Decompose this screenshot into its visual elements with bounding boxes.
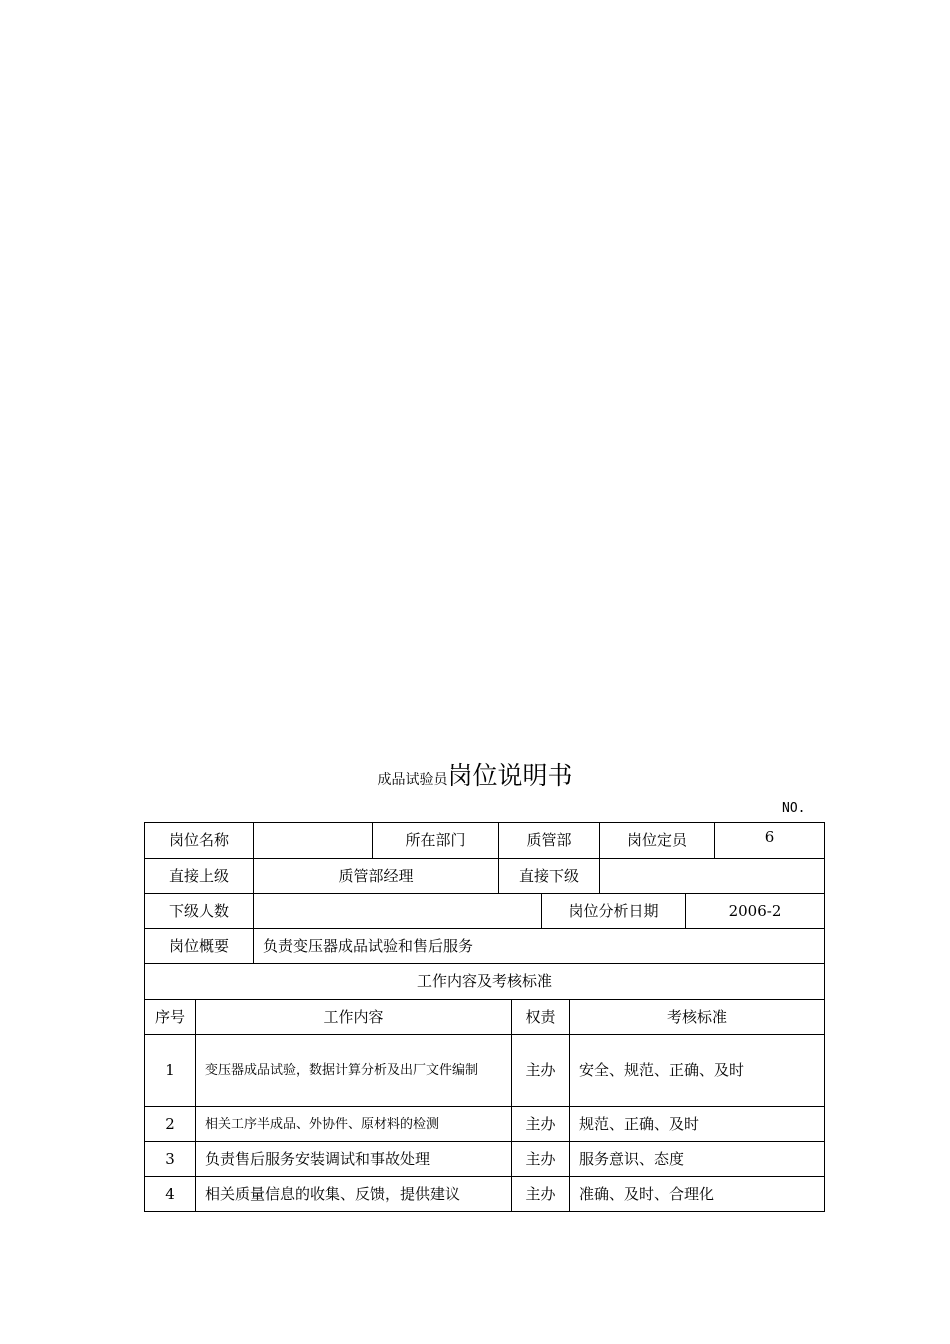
task-1-content: 变压器成品试验，数据计算分析及出厂文件编制 (196, 1035, 512, 1107)
subordinate-count-value (254, 894, 542, 929)
superior-label: 直接上级 (145, 859, 254, 894)
section-title: 工作内容及考核标准 (145, 964, 825, 1000)
task-4-content: 相关质量信息的收集、反馈，提供建议 (196, 1177, 512, 1212)
task-2-no: 2 (145, 1107, 196, 1142)
task-2-content: 相关工序半成品、外协件、原材料的检测 (196, 1107, 512, 1142)
analysis-date-label: 岗位分析日期 (542, 894, 686, 929)
document-number-label: NO. (782, 801, 806, 816)
task-4-standard: 准确、及时、合理化 (570, 1177, 825, 1212)
post-name-value (254, 823, 373, 859)
department-label: 所在部门 (373, 823, 499, 859)
header-seq: 序号 (145, 1000, 196, 1035)
title-main: 岗位说明书 (447, 761, 573, 790)
summary-label: 岗位概要 (145, 929, 254, 964)
task-3-standard: 服务意识、态度 (570, 1142, 825, 1177)
document-title (0, 756, 950, 792)
task-4-role: 主办 (512, 1177, 570, 1212)
task-3-content: 负责售后服务安装调试和事故处理 (196, 1142, 512, 1177)
subordinate-value (600, 859, 825, 894)
title-position-name: 成品试验员 (377, 772, 448, 788)
task-3-no: 3 (145, 1142, 196, 1177)
post-name-label: 岗位名称 (145, 823, 254, 859)
analysis-date-value: 2006-2 (686, 894, 825, 929)
task-2-standard: 规范、正确、及时 (570, 1107, 825, 1142)
subordinate-count-label: 下级人数 (145, 894, 254, 929)
headcount-value: 6 (715, 823, 825, 859)
task-1-role: 主办 (512, 1035, 570, 1107)
task-4-no: 4 (145, 1177, 196, 1212)
subordinate-label: 直接下级 (499, 859, 600, 894)
task-2-role: 主办 (512, 1107, 570, 1142)
summary-value: 负责变压器成品试验和售后服务 (254, 929, 825, 964)
task-3-role: 主办 (512, 1142, 570, 1177)
headcount-label: 岗位定员 (600, 823, 715, 859)
header-content: 工作内容 (196, 1000, 512, 1035)
task-1-standard: 安全、规范、正确、及时 (570, 1035, 825, 1107)
task-1-no: 1 (145, 1035, 196, 1107)
header-standard: 考核标准 (570, 1000, 825, 1035)
superior-value: 质管部经理 (254, 859, 499, 894)
department-value: 质管部 (499, 823, 600, 859)
job-description-table (144, 822, 825, 1212)
header-role: 权责 (512, 1000, 570, 1035)
